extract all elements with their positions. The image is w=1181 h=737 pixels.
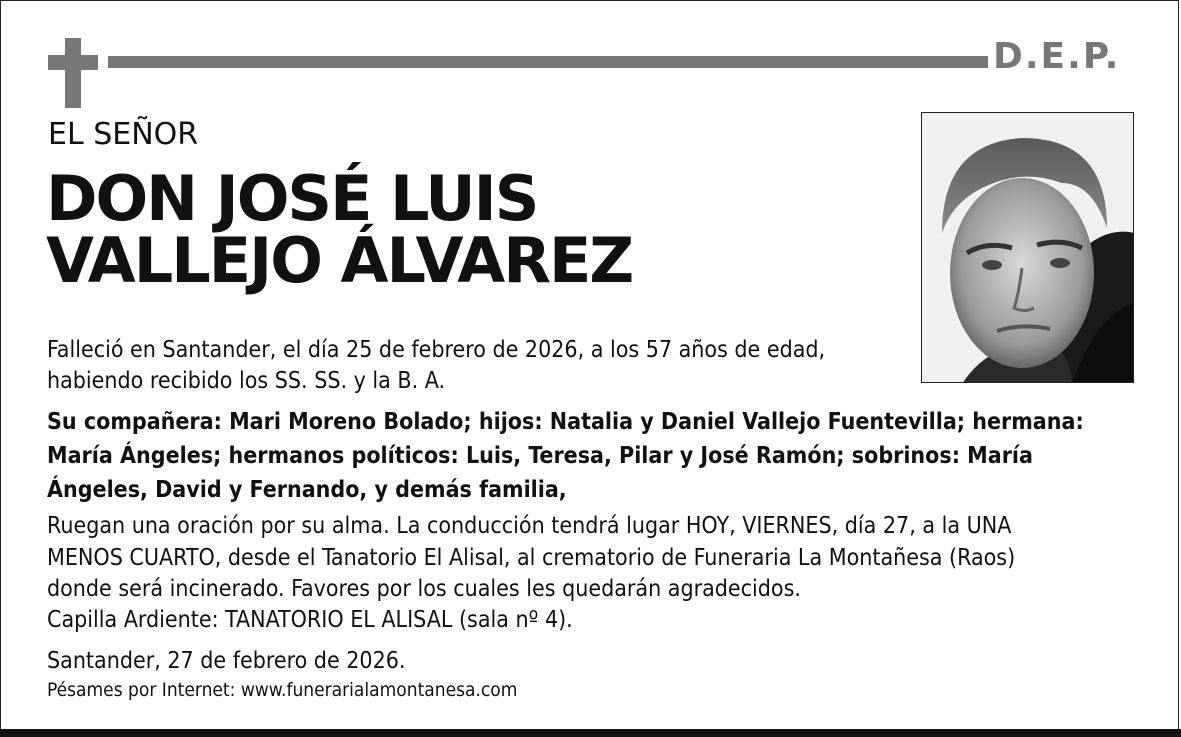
death-line-1: Falleció en Santander, el día 25 de febrero de 2026, a los 57 años de edad, — [47, 337, 826, 363]
dep-label: D.E.P. — [993, 36, 1121, 77]
family-line-1: Su compañera: Mari Moreno Bolado; hijos: Natalia y Daniel Vallejo Fuentevilla; hermana: — [47, 409, 1084, 435]
portrait-photo — [921, 112, 1134, 383]
family-line-3: Ángeles, David y Fernando, y demás familia, — [47, 477, 567, 503]
title-label: EL SEÑOR — [48, 117, 199, 152]
header-rule — [108, 56, 988, 68]
request-line-1: Ruegan una oración por su alma. La conducción tendrá lugar HOY, VIERNES, día 27, a la UNA — [47, 513, 1012, 539]
name-line-1: DON JOSÉ LUIS — [46, 162, 538, 235]
cross-icon — [48, 38, 98, 108]
bottom-rule — [0, 729, 1181, 737]
deceased-name — [46, 162, 906, 297]
place-date: Santander, 27 de febrero de 2026. — [47, 648, 406, 674]
death-line-2: habiendo recibido los SS. SS. y la B. A. — [47, 368, 446, 394]
request-line-3: donde será incinerado. Favores por los cuales les quedarán agradecidos. — [47, 576, 801, 602]
chapel-line: Capilla Ardiente: TANATORIO EL ALISAL (sala nº 4). — [47, 607, 573, 633]
name-line-2: VALLEJO ÁLVAREZ — [46, 224, 633, 297]
condolences-line: Pésames por Internet: www.funerarialamontanesa.com — [47, 679, 518, 701]
request-line-2: MENOS CUARTO, desde el Tanatorio El Alisal, al crematorio de Funeraria La Montañesa (Raos) — [47, 545, 1016, 571]
family-line-2: María Ángeles; hermanos políticos: Luis, Teresa, Pilar y José Ramón; sobrinos: María — [47, 443, 1033, 469]
